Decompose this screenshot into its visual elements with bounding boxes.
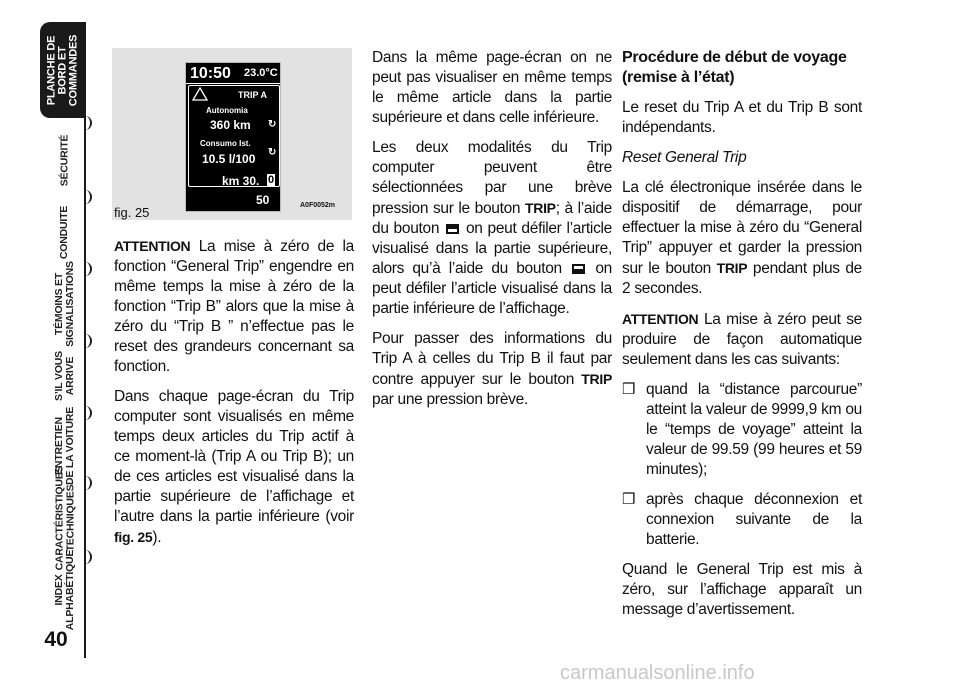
display-temperature: 23.0°C bbox=[244, 67, 278, 79]
paragraph: Les deux modalités du Trip computer peuvent être sélectionnées par une brève pression sur le bouton TRIP; à l’aide du bouton on peut défiler l’article visualisé dans la partie supérieure, alors qu’à l’aide du bouton on peut défiler l’article visualisé dans la partie inférieure de l’affichage. bbox=[372, 139, 613, 317]
tab-label: ENTRETIEN DE LA VOITURE bbox=[53, 406, 77, 486]
figure-25 bbox=[112, 48, 352, 220]
trip-button-label: TRIP bbox=[581, 371, 612, 387]
figure-reference: fig. 25 bbox=[114, 529, 153, 545]
warning-triangle-icon bbox=[192, 87, 208, 101]
tab-label: S’IL VOUS ARRIVE bbox=[53, 351, 76, 401]
paragraph: Pour passer des informations du Trip A à celles du Trip B il faut par contre appuyer sur le bouton TRIP par une pression brève. bbox=[372, 330, 612, 408]
upper-scroll-button-icon bbox=[446, 224, 459, 234]
tab-sil-vous-arrive[interactable] bbox=[46, 340, 84, 412]
paragraph: Dans chaque page-écran du Trip computer sont visualisés en même temps deux articles du Trip actif à ce moment-là (Trip A ou Trip B); un de ces articles est visualisé dans la partie supérieure de l’affichage et l’autre dans la partie inférieure (voir fig. 25). bbox=[114, 388, 354, 546]
text-column-3 bbox=[622, 48, 862, 630]
tab-label: INDEX ALPHABÉTIQUE bbox=[53, 549, 76, 631]
checkbox-bullet-icon: ❒ bbox=[622, 381, 636, 398]
paragraph: Dans la même page-écran on ne peut pas visualiser en même temps le même article dans la partie supérieure et dans celle inférieure. bbox=[372, 49, 612, 126]
paragraph: La clé électronique insérée dans le dispositif de démarrage, pour effectuer la mise à zéro du “General Trip” appuyer et garder la pression sur le bouton TRIP pendant plus de 2 secondes. bbox=[622, 179, 862, 297]
paragraph: Le reset du Trip A et du Trip B sont indépendants. bbox=[622, 99, 862, 136]
lower-scroll-button-icon bbox=[572, 264, 585, 274]
tab-label: TÉMOINS ET SIGNALISATIONS bbox=[53, 261, 76, 347]
display-divider bbox=[186, 83, 280, 84]
page-number: 40 bbox=[44, 628, 68, 651]
tab-label: SÉCURITÉ bbox=[58, 134, 71, 186]
trip-button-label: TRIP bbox=[525, 200, 556, 216]
tab-planche-de-bord[interactable] bbox=[40, 22, 86, 118]
display-scroll-icon: ↻ bbox=[268, 147, 277, 158]
watermark: carmanualsonline.info bbox=[560, 662, 755, 684]
checkbox-bullet-icon: ❒ bbox=[622, 491, 636, 508]
display-autonomy-value: 360 km bbox=[210, 118, 251, 132]
list-item: ❒ après chaque déconnexion et connexion suivante de la batterie. bbox=[622, 491, 862, 548]
subheading: Reset General Trip bbox=[622, 149, 747, 166]
trip-display bbox=[185, 62, 281, 212]
display-odometer-last: 0 bbox=[268, 174, 275, 186]
paragraph: Quand le General Trip est mis à zéro, sur l’affichage apparaît un message d’avertissement. bbox=[622, 561, 862, 618]
paragraph: ATTENTION La mise à zéro de la fonction “General Trip” engendre en même temps la mise à zéro de la fonction “Trip B” alors que la mise à zéro du “Trip B ” n’effectue pas le reset des grandeurs concernant sa fonction. bbox=[114, 238, 354, 375]
figure-caption: fig. 25 bbox=[114, 205, 150, 220]
tab-temoins[interactable] bbox=[46, 261, 84, 347]
display-odometer: km 30. bbox=[222, 174, 260, 188]
text-column-1 bbox=[114, 236, 354, 558]
figure-code: A0F0052m bbox=[300, 202, 336, 209]
tab-securite[interactable] bbox=[46, 124, 84, 196]
text-column-2 bbox=[372, 48, 612, 420]
display-time: 10:50 bbox=[190, 65, 231, 82]
paragraph: ATTENTION La mise à zéro peut se produire de façon automatique seulement dans les cas suivants: bbox=[622, 311, 862, 368]
tab-conduite[interactable] bbox=[46, 196, 84, 268]
tab-label: PLANCHE DE BORD ET COMMANDES bbox=[45, 34, 80, 106]
tab-label: CONDUITE bbox=[58, 205, 71, 259]
display-bottom-value: 50 bbox=[256, 193, 270, 207]
list-item: ❒ quand la “distance parcourue” atteint la valeur de 9999,9 km ou le “temps de voyage” atteint la valeur de 99.59 (99 heures et 59 minutes); bbox=[622, 381, 862, 478]
display-autonomy-label: Autonomia bbox=[206, 106, 248, 115]
display-consumption-value: 10.5 l/100 bbox=[202, 152, 256, 166]
tab-index[interactable] bbox=[46, 549, 84, 631]
trip-button-label: TRIP bbox=[716, 260, 748, 276]
attention-label: ATTENTION bbox=[114, 238, 191, 254]
tab-caracteristiques[interactable] bbox=[46, 465, 84, 571]
display-scroll-icon: ↻ bbox=[268, 119, 277, 130]
attention-label: ATTENTION bbox=[622, 311, 699, 327]
section-heading: Procédure de début de voyage (remise à l’état) bbox=[622, 49, 847, 86]
section-tabs bbox=[0, 0, 96, 692]
display-consumption-label: Consumo Ist. bbox=[200, 139, 251, 148]
tab-label: CARACTÉRISTIQUES TECHNIQUES bbox=[53, 465, 77, 571]
display-trip: TRIP A bbox=[238, 90, 268, 100]
